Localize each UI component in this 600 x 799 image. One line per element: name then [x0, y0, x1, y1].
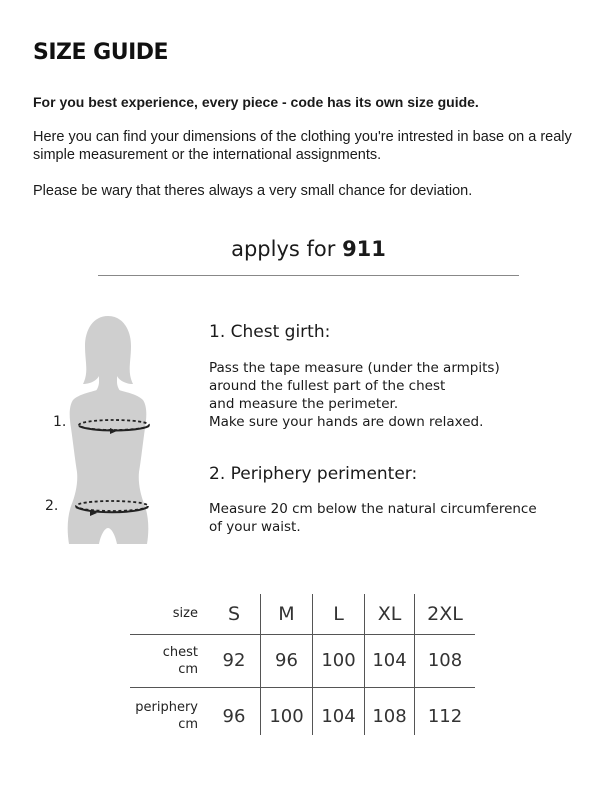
instruction-line: of your waist. [209, 519, 301, 535]
chest-girth-instructions [209, 359, 500, 431]
row-label-text: periphery [135, 700, 198, 716]
instruction-line: Pass the tape measure (under the armpits) [209, 360, 500, 376]
head-shape [83, 316, 133, 392]
intro-text: Here you can find your dimensions of the clothing you're intrested in base on a realy simple measurement or the international assignments. [33, 129, 572, 163]
table-row [130, 687, 475, 735]
row-unit: cm [178, 717, 198, 733]
applies-for-heading [0, 237, 600, 261]
table-cell: 104 [313, 687, 365, 735]
instruction-line: Make sure your hands are down relaxed. [209, 414, 484, 430]
table-cell: 100 [313, 634, 365, 687]
table-cell: 92 [208, 634, 261, 687]
row-unit: cm [178, 661, 198, 677]
row-label [130, 687, 208, 735]
size-label: size [130, 594, 208, 634]
size-table [130, 594, 475, 735]
torso-shape [68, 390, 149, 544]
size-header: S [208, 594, 261, 634]
instruction-line: Measure 20 cm below the natural circumference [209, 501, 537, 517]
row-label-text: chest [162, 644, 198, 660]
size-header: L [313, 594, 365, 634]
table-cell: 108 [415, 634, 476, 687]
page-title: SIZE GUIDE [33, 40, 169, 65]
chest-girth-heading: 1. Chest girth: [209, 322, 331, 342]
table-cell: 96 [261, 634, 313, 687]
size-header: XL [365, 594, 415, 634]
applies-prefix: applys for [231, 237, 343, 261]
divider [98, 275, 519, 276]
size-header: 2XL [415, 594, 476, 634]
instruction-line: around the fullest part of the chest [209, 378, 446, 394]
instruction-line: and measure the perimeter. [209, 396, 399, 412]
size-header: M [261, 594, 313, 634]
table-cell: 108 [365, 687, 415, 735]
table-cell: 96 [222, 705, 246, 727]
marker-2-label: 2. [45, 498, 59, 514]
deviation-warning: Please be wary that theres always a very small chance for deviation. [33, 183, 473, 199]
body-silhouette-figure [45, 310, 165, 550]
table-cell: 100 [261, 687, 313, 735]
periphery-heading: 2. Periphery perimenter: [209, 464, 418, 484]
row-label [130, 634, 208, 687]
table-header-row [130, 594, 475, 634]
marker-1-label: 1. [53, 414, 67, 430]
periphery-instructions [209, 500, 537, 536]
table-row [130, 634, 475, 687]
product-code: 911 [342, 237, 386, 261]
table-cell: 112 [415, 687, 476, 735]
table-cell: 104 [365, 634, 415, 687]
intro-bold-text: For you best experience, every piece - code has its own size guide. [33, 94, 479, 110]
